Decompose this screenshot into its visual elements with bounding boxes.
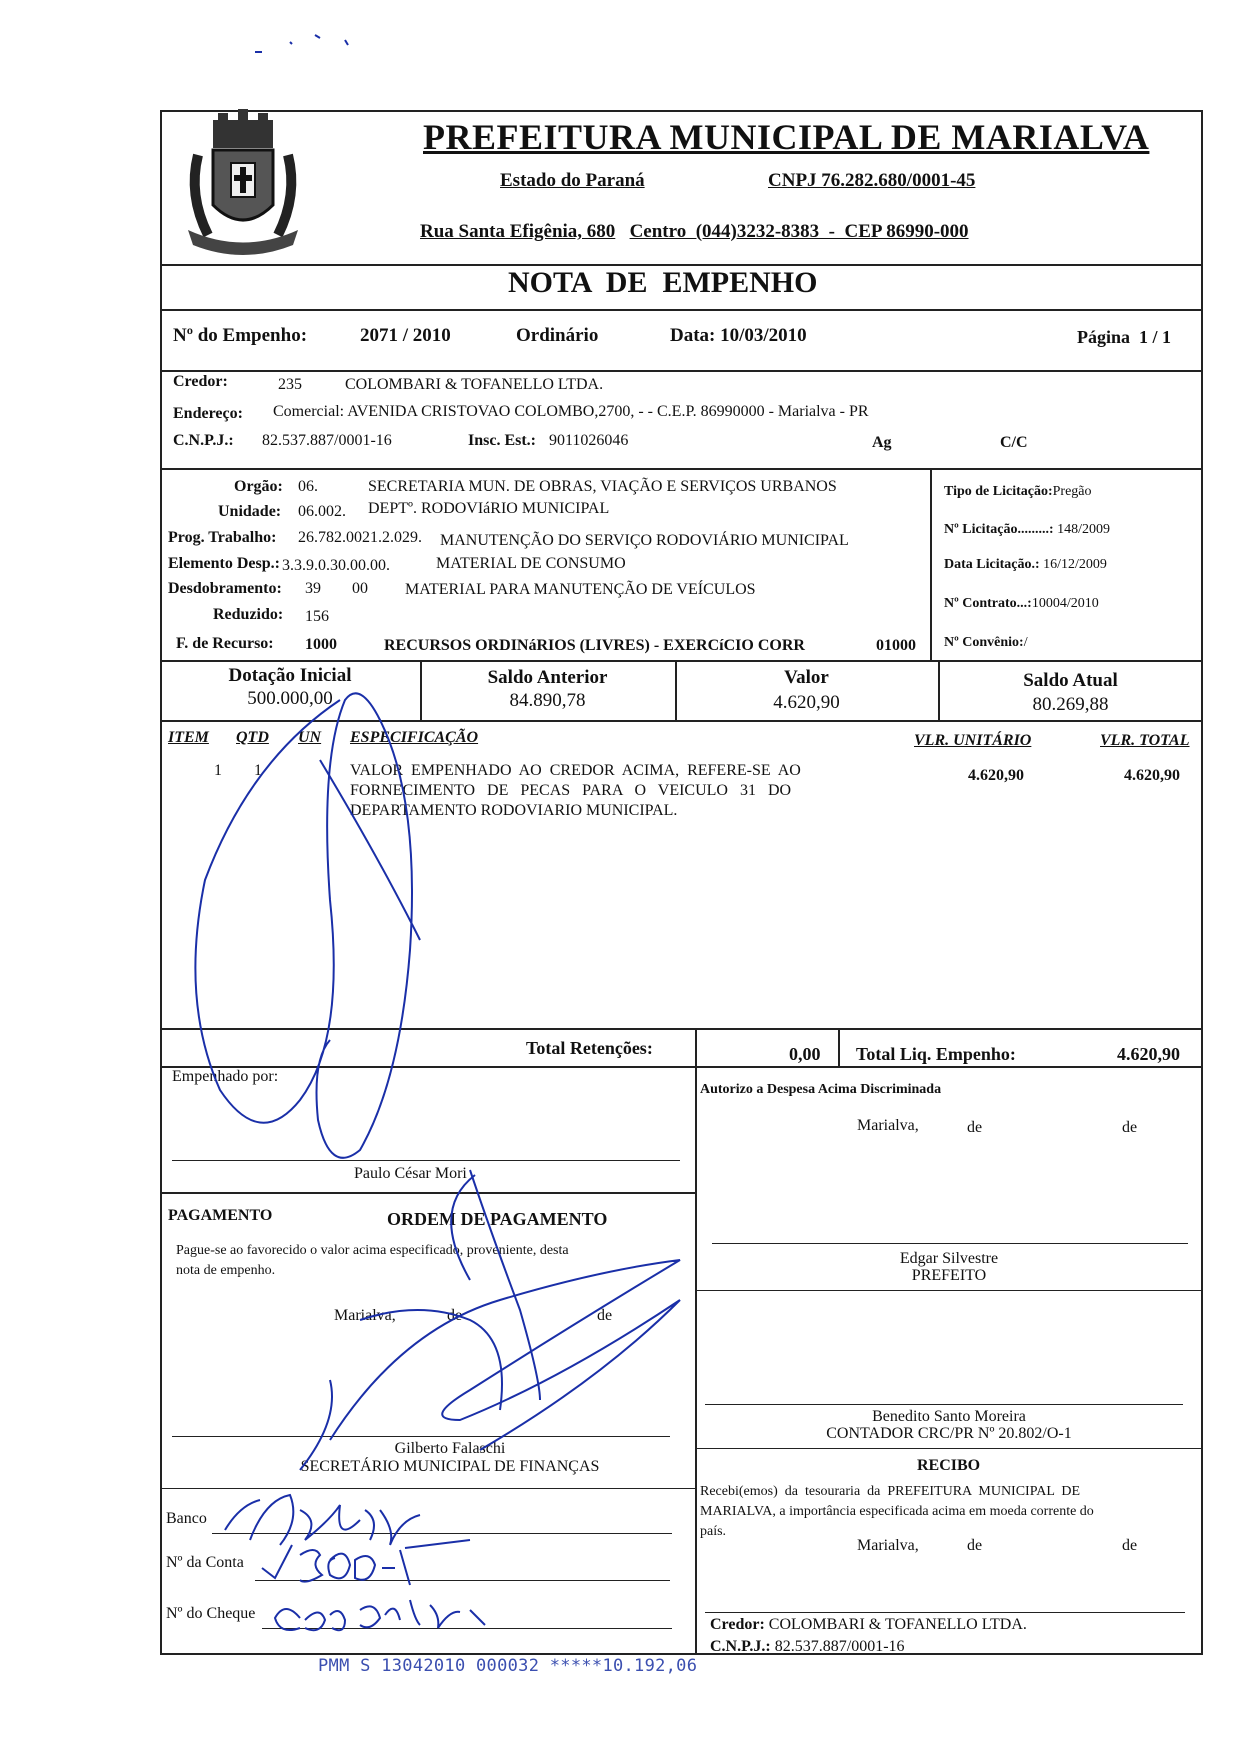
data-licitacao: Data Licitação.: 16/12/2009: [944, 557, 1107, 572]
pagamento-de2: de: [597, 1307, 613, 1324]
prog-name: MANUTENÇÃO DO SERVIÇO RODOVIÁRIO MUNICIPAL: [440, 532, 849, 549]
credor-label: Credor:: [173, 373, 228, 390]
tipo-licitacao: Tipo de Licitação:Pregão: [944, 484, 1092, 499]
unidade-name: DEPTº. RODOVIáRIO MUNICIPAL: [368, 500, 610, 517]
empenhado-label: Empenhado por:: [172, 1068, 279, 1085]
recibo-cnpj: C.N.P.J.: 82.537.887/0001-16: [710, 1638, 905, 1655]
municipality-title: PREFEITURA MUNICIPAL DE MARIALVA: [423, 117, 1150, 157]
reduzido-value: 156: [305, 608, 329, 625]
elemento-name: MATERIAL DE CONSUMO: [436, 555, 626, 572]
recibo-place: Marialva,: [857, 1537, 919, 1554]
dotacao-label: Dotação Inicial: [228, 665, 352, 686]
numero-convenio: Nº Convênio:/: [944, 635, 1028, 650]
unidade-code: 06.002.: [298, 503, 346, 520]
reduzido-label: Reduzido:: [213, 606, 284, 623]
numero-contrato: Nº Contrato...:10004/2010: [944, 596, 1099, 611]
orgao-name: SECRETARIA MUN. DE OBRAS, VIAÇÃO E SERVIÇOS URBANOS: [368, 478, 837, 495]
page-indicator: Página 1 / 1: [1077, 327, 1172, 347]
elemento-code: 3.3.9.0.30.00.00.: [282, 557, 390, 574]
orgao-code: 06.: [298, 478, 318, 495]
pagamento-de1: de: [447, 1307, 463, 1324]
cnpj-label: C.N.P.J.:: [173, 432, 234, 449]
empenhado-name: Paulo César Mori: [354, 1165, 467, 1182]
vlr-total-header: VLR. TOTAL: [1100, 732, 1190, 749]
cc-label: C/C: [1000, 434, 1028, 451]
saldo-anterior-label: Saldo Anterior: [487, 667, 608, 688]
autorizo-label: Autorizo a Despesa Acima Discriminada: [700, 1082, 942, 1097]
saldo-atual-label: Saldo Atual: [1023, 670, 1118, 691]
dotacao-value: 500.000,00: [247, 688, 333, 709]
retencoes-label: Total Retenções:: [526, 1038, 653, 1058]
credor-name: COLOMBARI & TOFANELLO LTDA.: [345, 376, 604, 393]
pagamento-label: PAGAMENTO: [168, 1207, 273, 1224]
prog-code: 26.782.0021.2.029.: [298, 529, 422, 546]
recurso-label: F. de Recurso:: [176, 635, 274, 652]
desdobramento-code: 39: [305, 580, 321, 597]
recibo-line2: MARIALVA, a importância especificada acima em moeda corrente do: [700, 1504, 1094, 1519]
empenho-date: Data: 10/03/2010: [670, 325, 807, 346]
especificacao-header: ESPECIFICAÇÃO: [350, 729, 479, 746]
ordem-pagamento-label: ORDEM DE PAGAMENTO: [387, 1209, 608, 1229]
bank-stamp: PMM S 13042010 000032 *****10.192,06: [318, 1656, 698, 1676]
address-line: Rua Santa Efigênia, 680 Centro (044)3232-8383 - CEP 86990-000: [420, 221, 969, 242]
pagamento-place: Marialva,: [334, 1307, 396, 1324]
saldo-atual-value: 80.269,88: [1032, 694, 1109, 715]
item-total-value: 4.620,90: [1124, 767, 1180, 784]
cheque-label: Nº do Cheque: [166, 1605, 256, 1622]
contador-signer: Benedito Santo Moreira CONTADOR CRC/PR Nº 20.802/O-1: [826, 1408, 1072, 1442]
credor-address: Comercial: AVENIDA CRISTOVAO COLOMBO,2700, - - C.E.P. 86990000 - Marialva - PR: [273, 403, 869, 420]
item-number: 1: [214, 762, 222, 779]
autorizo-place: Marialva,: [857, 1117, 919, 1134]
liq-empenho-label: Total Liq. Empenho:: [856, 1044, 1016, 1064]
liq-empenho-value: 4.620,90: [1117, 1044, 1180, 1064]
state-name: Estado do Paraná: [500, 170, 645, 191]
valor-value: 4.620,90: [773, 692, 840, 713]
banco-label: Banco: [166, 1510, 207, 1527]
item-unit-value: 4.620,90: [968, 767, 1024, 784]
autorizo-de2: de: [1122, 1119, 1138, 1136]
credor-code: 235: [278, 376, 302, 393]
empenho-type: Ordinário: [516, 325, 599, 346]
un-header: UN: [298, 729, 322, 746]
recurso-sub: 01000: [876, 637, 916, 654]
orgao-label: Orgão:: [234, 478, 283, 495]
municipality-cnpj: CNPJ 76.282.680/0001-45: [768, 170, 976, 191]
saldo-anterior-value: 84.890,78: [509, 690, 586, 711]
desdobramento-sub: 00: [352, 580, 368, 597]
recibo-line1: Recebi(emos) da tesouraria da PREFEITURA MUNICIPAL DE: [700, 1484, 1081, 1499]
autorizo-signer: Edgar Silvestre PREFEITO: [899, 1250, 999, 1284]
desdobramento-name: MATERIAL PARA MANUTENÇÃO DE VEÍCULOS: [405, 581, 756, 598]
address-label: Endereço:: [173, 405, 243, 422]
vlr-unitario-header: VLR. UNITÁRIO: [914, 732, 1032, 749]
recibo-label: RECIBO: [917, 1457, 981, 1474]
elemento-label: Elemento Desp.:: [168, 555, 280, 572]
insc-value: 9011026046: [549, 432, 629, 449]
recibo-de1: de: [967, 1537, 983, 1554]
item-header: ITEM: [168, 729, 209, 746]
recurso-code: 1000: [305, 636, 337, 653]
pagamento-signer: Gilberto Falaschi SECRETÁRIO MUNICIPAL DE FINANÇAS: [300, 1440, 600, 1475]
unidade-label: Unidade:: [218, 503, 282, 520]
item-desc-line1: VALOR EMPENHADO AO CREDOR ACIMA, REFERE-SE AO: [350, 762, 801, 779]
ag-label: Ag: [872, 434, 892, 451]
insc-label: Insc. Est.:: [468, 432, 537, 449]
item-qtd: 1: [254, 762, 262, 779]
item-desc-line2: FORNECIMENTO DE PECAS PARA O VEICULO 31 DO: [350, 782, 792, 799]
desdobramento-label: Desdobramento:: [168, 580, 282, 597]
recurso-name: RECURSOS ORDINáRIOS (LIVRES) - EXERCíCIO CORR: [384, 637, 805, 654]
autorizo-de1: de: [967, 1119, 983, 1136]
credor-cnpj: 82.537.887/0001-16: [262, 432, 392, 449]
recibo-line3: país.: [700, 1524, 727, 1539]
item-desc-line3: DEPARTAMENTO RODOVIARIO MUNICIPAL.: [350, 802, 678, 819]
document-title: NOTA DE EMPENHO: [508, 266, 818, 299]
recibo-credor: Credor: COLOMBARI & TOFANELLO LTDA.: [710, 1616, 1027, 1633]
qtd-header: QTD: [236, 729, 269, 746]
pagamento-text1: Pague-se ao favorecido o valor acima especificado, proveniente, desta: [176, 1243, 569, 1258]
retencoes-value: 0,00: [789, 1044, 821, 1064]
recibo-de2: de: [1122, 1537, 1138, 1554]
empenho-number-label: Nº do Empenho:: [173, 325, 308, 346]
prog-label: Prog. Trabalho:: [168, 529, 277, 546]
valor-label: Valor: [784, 667, 829, 688]
empenho-number: 2071 / 2010: [360, 325, 451, 346]
pagamento-text2: nota de empenho.: [176, 1263, 276, 1278]
conta-label: Nº da Conta: [166, 1554, 244, 1571]
numero-licitacao: Nº Licitação.........: 148/2009: [944, 522, 1110, 537]
